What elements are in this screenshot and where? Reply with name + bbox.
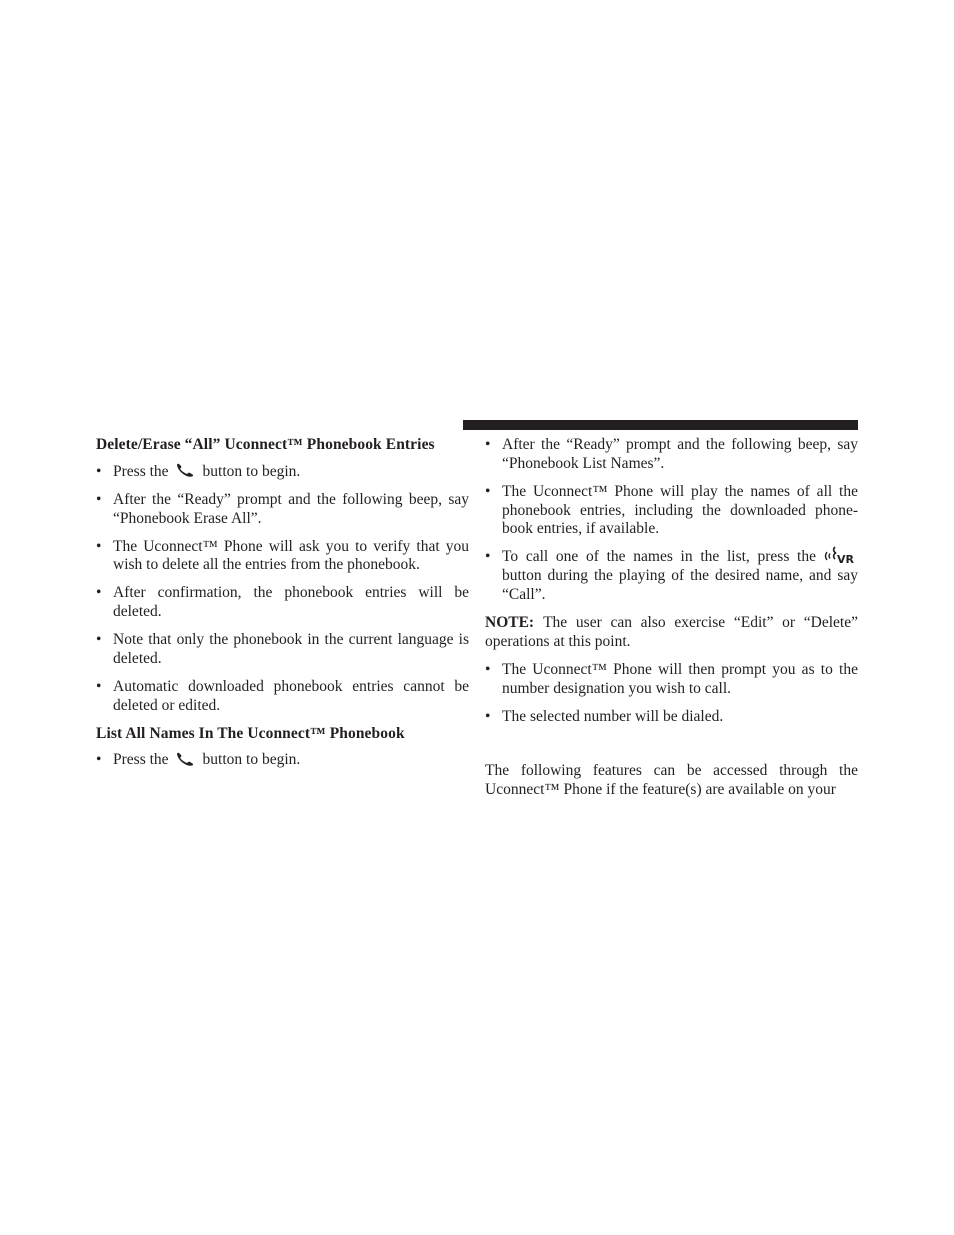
section-heading-list-names: List All Names In The Uconnect™ Phonebook [96, 724, 405, 742]
phone-icon [175, 463, 197, 477]
svg-text:VR: VR [837, 552, 854, 566]
delete-steps-list [96, 463, 469, 716]
note-label: NOTE: [485, 613, 535, 631]
list-item: • Press the button to begin. [96, 751, 469, 770]
section-heading-delete-all: Delete/Erase “All” Uconnect™ Phonebook Entries [96, 436, 435, 453]
list-item: • After the “Ready” prompt and the following beep, say “Phonebook Erase All”. [96, 491, 469, 529]
phone-icon [175, 752, 197, 766]
list-item: • Automatic downloaded phonebook entries cannot be deleted or edited. [96, 678, 469, 716]
voice-recognition-icon [822, 544, 858, 566]
note-block [485, 614, 858, 652]
right-column [485, 436, 858, 800]
left-column [96, 436, 469, 779]
list-item: • The selected number will be dialed. [485, 708, 858, 727]
list-item: • After the “Ready” prompt and the following beep, say “Phonebook List Names”. [485, 436, 858, 474]
list-item: • Press the button to begin. [96, 463, 469, 482]
list-item: • To call one of the names in the list, press the VR button during the playing of the desired name, and say “Call”. [485, 548, 858, 604]
list-item: • The Uconnect™ Phone will then prompt you as to the number designation you wish to call. [485, 661, 858, 699]
features-paragraph: The following features can be accessed through the Uconnect™ Phone if the feature(s) are available on your [485, 762, 858, 799]
list-names-steps [96, 751, 469, 770]
list-item: • The Uconnect™ Phone will ask you to verify that you wish to delete all the entries from the phonebook. [96, 538, 469, 576]
list-item: • After confirmation, the phonebook entries will be deleted. [96, 584, 469, 622]
list-names-continued [485, 436, 858, 605]
list-item: • The Uconnect™ Phone will play the names of all the phonebook entries, including the downloaded phone-book entries, if available. [485, 483, 858, 539]
section-header-bar [463, 420, 858, 430]
note-text: The user can also exercise “Edit” or “Delete” operations at this point. [485, 613, 858, 650]
list-item: • Note that only the phonebook in the current language is deleted. [96, 631, 469, 669]
call-steps-list [485, 661, 858, 727]
